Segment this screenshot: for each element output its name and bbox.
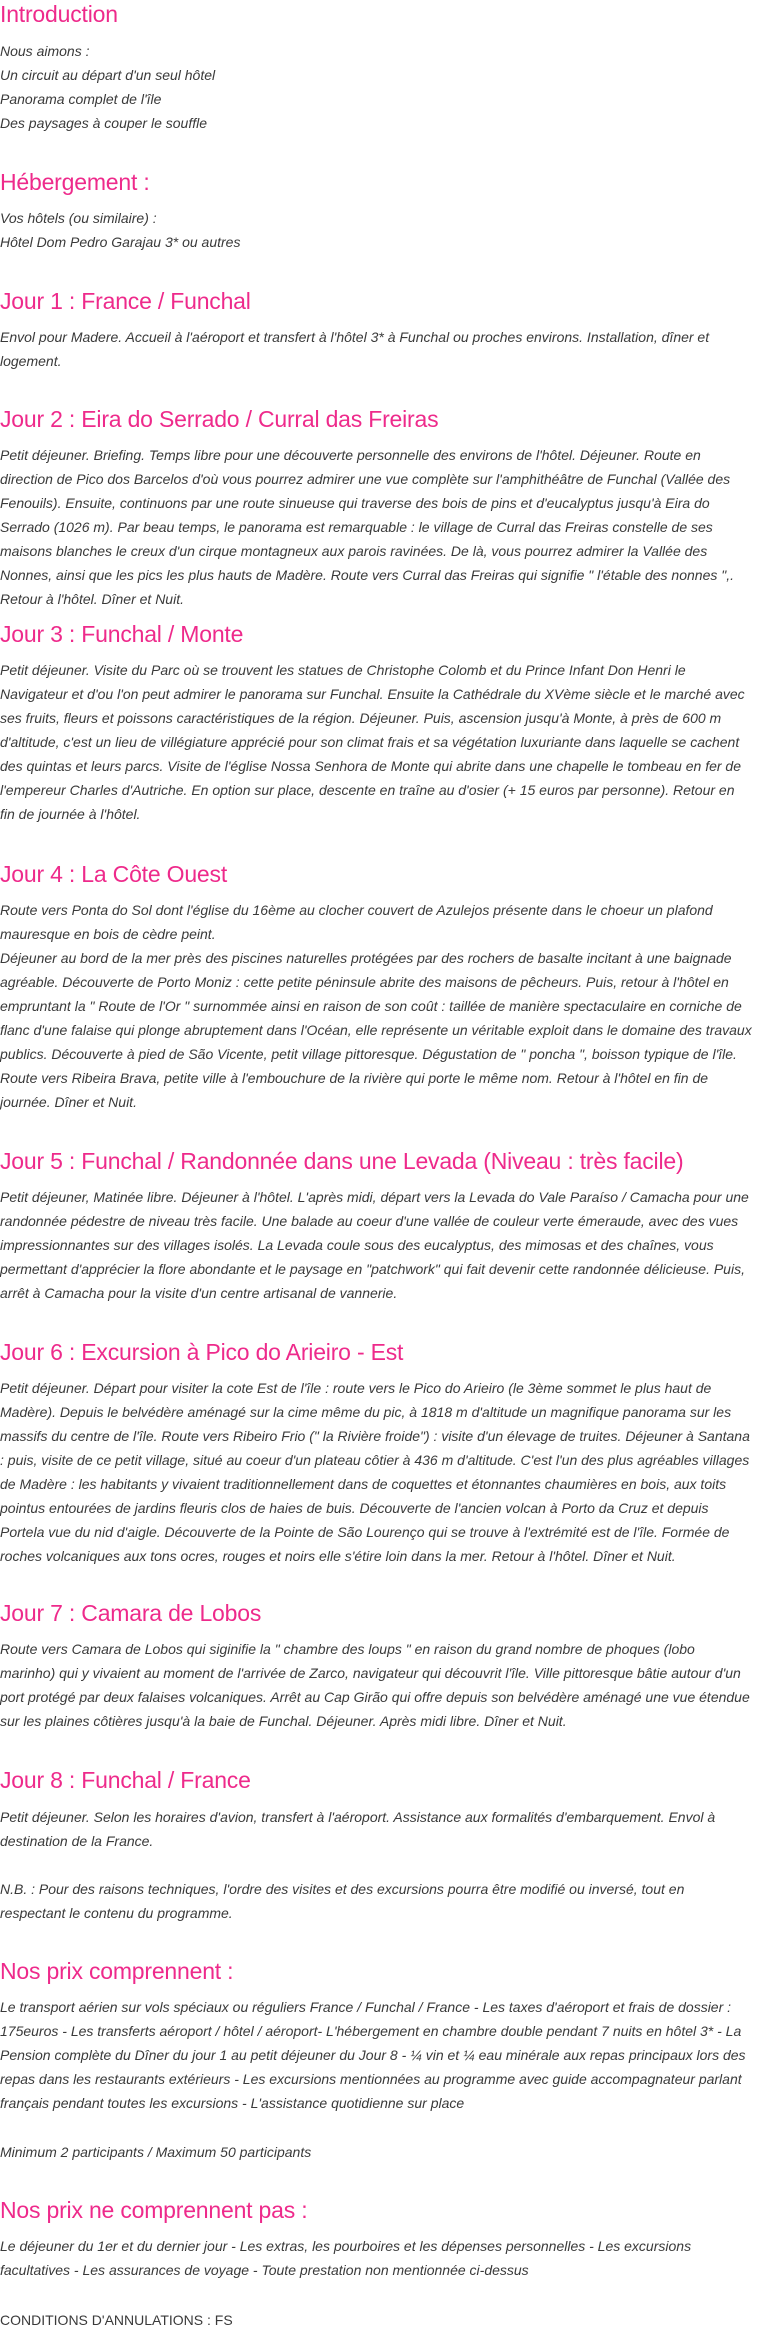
jour-8-text: Petit déjeuner. Selon les horaires d'avion, transfert à l'aéroport. Assistance aux formalités d'embarquement. Envol à destination de la France. [0,1809,716,1849]
jour-2-text: Petit déjeuner. Briefing. Temps libre pour une découverte personnelle des environs de l'hôtel. Déjeuner. Route en direction de Pico dos Barcelos d'où vous pourrez admirer une vue complète sur l'amphithéâtre de Funchal (Vallée des Fenouils). Ensuite, continuons par une route sinueuse qui traverse des bois de pins et d'eucalyptus jusqu'à Eira do Serrado (1026 m). Par beau temps, le panorama est remarquable : le village de Curral das Freiras constelle de ses maisons blanches le creux d'un cirque montagneux aux parois ravinées. De là, vous pourrez admirer la Vallée des Nonnes, ainsi que les pics les plus hauts de Madère. Route vers Curral das Freiras qui signifie " l'étable des nonnes ",. Retour à l'hôtel. Dîner et Nuit. [0,447,734,607]
conditions-annulation: CONDITIONS D'ANNULATIONS : FS [0,2312,233,2328]
intro-line: Panorama complet de l'île [0,91,162,107]
intro-line: Un circuit au départ d'un seul hôtel [0,67,216,83]
jour-6-text: Petit déjeuner. Départ pour visiter la cote Est de l'île : route vers le Pico do Arieiro (le 3ème sommet le plus haut de Madère). Depuis le belvédère aménagé sur la cime même du pic, à 1818 m d'altitude un magnifique panorama sur les massifs du centre de l'île. Route vers Ribeiro Frio (" la Rivière froide") : visite d'un élevage de truites. Déjeuner à Santana : puis, visite de ce petit village, situé au coeur d'un plateau côtier à 436 m d'altitude. C'est l'un des plus agréables villages de Madère : les habitants y vivaient traditionnellement dans de coquettes et étonnantes chaumières en bois, aux toits pointus entourées de jardins fleuris clos de haies de buis. Découverte de l'ancien volcan à Porto da Cruz et depuis Portela vue du nid d'aigle. Découverte de la Pointe de São Lourenço qui se trouve à l'extrémité est de l'île. Formée de roches volcaniques aux tons ocres, rouges et noirs elle s'étire loin dans la mer. Retour à l'hôtel. Dîner et Nuit. [0,1380,750,1564]
section-title-jour-1: Jour 1 : France / Funchal [0,288,251,314]
prix-inclus-text: Le transport aérien sur vols spéciaux ou réguliers France / Funchal / France - Les taxes d'aéroport et frais de dossier : 175euros - Les transferts aéroport / hôtel / aéroport- L'hébergement en chambre double pendant 7 nuits en hôtel 3* - La Pension complète du Dîner du jour 1 au petit déjeuner du Jour 8 - ¼ vin et ¼ eau minérale aux repas principaux lors des repas dans les restaurants extérieurs - Les excursions mentionnées au programme avec guide accompagnateur parlant français pendant toutes les excursions - L'assistance quotidienne sur place [0,1999,746,2111]
section-title-jour-7: Jour 7 : Camara de Lobos [0,1600,262,1626]
jour-7-text: Route vers Camara de Lobos qui siginifie la " chambre des loups " en raison du grand nombre de phoques (lobo marinho) qui y vivaient au moment de l'arrivée de Zarco, navigateur qui découvrit l'île. Ville pittoresque bâtie autour d'un port protégé par deux falaises volcaniques. Arrêt au Cap Girão qui offre depuis son belvédère aménagé une vue étendue sur les plaines côtières jusqu'à la baie de Funchal. Déjeuner. Après midi libre. Dîner et Nuit. [0,1641,750,1729]
section-title-jour-2: Jour 2 : Eira do Serrado / Curral das Freiras [0,406,439,432]
prix-exclus-text: Le déjeuner du 1er et du dernier jour - Les extras, les pourboires et les dépenses personnelles - Les excursions facultatives - Les assurances de voyage - Toute prestation non mentionnée ci-dessus [0,2238,692,2278]
hebergement-line: Vos hôtels (ou similaire) : [0,210,157,226]
intro-line: Des paysages à couper le souffle [0,115,208,131]
jour-4-text-intro: Route vers Ponta do Sol dont l'église du 16ème au clocher couvert de Azulejos présente dans le choeur un plafond mauresque en bois de cèdre peint. [0,902,713,942]
hebergement-list [0,206,752,254]
jour-4-text: Déjeuner au bord de la mer près des piscines naturelles protégées par des rochers de basalte incitant à une baignade agréable. Découverte de Porto Moniz : cette petite péninsule abrite des maisons de pêcheurs. Puis, retour à l'hôtel en empruntant la " Route de l'Or " surnommée ainsi en raison de son coût : taillée de manière spectaculaire en corniche de flanc d'une falaise qui plonge abruptement dans l'Océan, elle représente un véritable exploit dans le domaine des travaux publics. Découverte à pied de São Vicente, petit village pittoresque. Dégustation de " poncha ", boisson typique de l'île. Route vers Ribeira Brava, petite ville à l'embouchure de la rivière qui porte le même nom. Retour à l'hôtel en fin de journée. Dîner et Nuit. [0,950,752,1110]
section-title-jour-5: Jour 5 : Funchal / Randonnée dans une Levada (Niveau : très facile) [0,1148,684,1174]
intro-list [0,39,752,135]
intro-line: Nous aimons : [0,43,90,59]
section-title-prix-inclus: Nos prix comprennent : [0,1958,234,1984]
jour-1-text: Envol pour Madere. Accueil à l'aéroport et transfert à l'hôtel 3* à Funchal ou proches environs. Installation, dîner et logement. [0,329,710,369]
section-title-jour-3: Jour 3 : Funchal / Monte [0,621,244,647]
jour-8-note: N.B. : Pour des raisons techniques, l'ordre des visites et des excursions pourra être modifié ou inversé, tout en respectant le contenu du programme. [0,1881,685,1921]
section-title-jour-6: Jour 6 : Excursion à Pico do Arieiro - Est [0,1339,404,1365]
section-title-jour-8: Jour 8 : Funchal / France [0,1767,251,1793]
section-title-introduction: Introduction [0,1,118,27]
jour-5-text: Petit déjeuner, Matinée libre. Déjeuner à l'hôtel. L'après midi, départ vers la Levada do Vale Paraíso / Camacha pour une randonnée pédestre de niveau très facile. Une balade au coeur d'une vallée de couleur verte émeraude, avec des vues impressionnantes sur des villages isolés. La Levada coule sous des eucalyptus, des mimosas et des chaînes, vous permettant d'apprécier la flore abondante et le paysage en "patchwork" qui fait devenir cette randonnée délicieuse. Puis, arrêt à Camacha pour la visite d'un centre artisanal de vannerie. [0,1189,749,1301]
hebergement-line: Hôtel Dom Pedro Garajau 3* ou autres [0,234,241,250]
section-title-prix-exclus: Nos prix ne comprennent pas : [0,2197,308,2223]
section-title-hebergement: Hébergement : [0,169,150,195]
section-title-jour-4: Jour 4 : La Côte Ouest [0,861,228,887]
jour-3-text: Petit déjeuner. Visite du Parc où se trouvent les statues de Christophe Colomb et du Prince Infant Don Henri le Navigateur et d'ou l'on peut admirer le panorama sur Funchal. Ensuite la Cathédrale du XVème siècle et le marché avec ses fruits, fleurs et poissons caractéristiques de la région. Déjeuner. Puis, ascension jusqu'à Monte, à près de 600 m d'altitude, c'est un lieu de villégiature apprécié pour son climat frais et sa végétation luxuriante dans laquelle se cachent des quintas et leurs parcs. Visite de l'église Nossa Senhora de Monte qui abrite dans une chapelle le tombeau en fer de l'empereur Charles d'Autriche. En option sur place, descente en traîne au d'osier (+ 15 euros par personne). Retour en fin de journée à l'hôtel. [0,662,745,822]
participants-text: Minimum 2 participants / Maximum 50 participants [0,2144,312,2160]
